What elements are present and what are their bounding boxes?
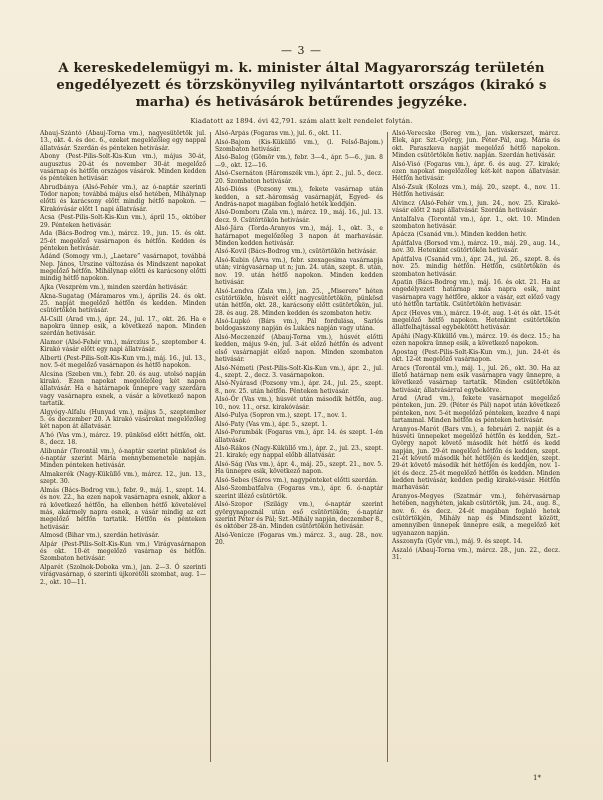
entry-text: (Fogaras vm.), ápr. 14. és szept. 1-én állatvásár. [215,429,383,444]
place-name: Alsó-Sebes [215,476,250,484]
place-name: Alsó-Szombatfalva [215,485,274,493]
place-name: Alsó-Lendva [215,287,254,295]
place-name: Almakerék [40,470,74,478]
place-name: Apácza [392,231,415,239]
place-name: Alsó-Balog [215,154,249,162]
place-name: Alsó-Visó [392,160,421,168]
place-name: Akna-Sugatag [40,292,85,300]
place-name: Apátfalva [392,239,422,247]
place-name: Apcz [392,309,408,317]
list-item [215,139,383,154]
place-name: Alamor [40,338,63,346]
entry-text: (Pozsony vm.), fekete vasárnap után kedden, a szt.-háromság vasárnapját, Egyed- és András-napot magában foglaló heték keddjén. [215,186,383,208]
list-item [392,349,560,364]
place-name: Arad [392,395,408,403]
place-name: Alsó-Nyárasd [215,380,258,388]
place-name: Aracs [392,364,410,372]
place-name: Ada [40,230,53,238]
list-item [40,253,206,282]
entry-text: (Arad vm.), ápr. 24., jul. 17., okt. 26. Ha e napokra ünnep esik, a következő napon. Minden szerdán hetivásár. [40,315,206,338]
place-name: Alsó-Porumbák [215,429,263,437]
place-name: Alparét [40,563,64,571]
list-item [215,501,383,530]
entry-text: (Vas vm.), ápr. 5., szept. 1. [244,420,328,428]
signature-mark: 1* [533,774,541,782]
entry-text: (Fogaras vm.), jul. 6., okt. 11. [248,130,342,137]
list-item [215,186,383,208]
list-item [40,153,206,182]
list-item [215,225,383,247]
entry-text: (Hunyad vm.), május 5., szeptember 5. és deczember 20. A kirakó vásárokat megelőzőleg két napon át állatvásár. [40,408,206,431]
place-name: Alsó-Bajom [215,138,251,146]
place-name: Abrudbánya [40,183,79,191]
entry-text: (Alsó-Fehér vm.), jun. 24., nov. 25. Kirakó-vásár előtt 2 napi állatvásár. Szerdán hetivásár. [392,199,560,214]
place-name: Abony [40,153,60,161]
place-name: Alsó-Kubin [215,257,250,264]
entry-text: (Vas vm.), ápr. 4., máj. 25., szept. 21., nov. 5. Ha ünnepre esik, következő napon. [215,461,383,476]
list-item [40,230,206,252]
place-name: Alsó-Lupkó [215,318,251,326]
place-name: Alsó-Jára [215,225,244,233]
entry-text: (Pest-Pilis-Solt-Kis-Kun vm.), ápr. 2., jul. 4., szept. 2., decz. 3. vasárnapokon. [215,364,383,379]
list-item [392,333,560,348]
entry-text: (Zala vm.), márcz. 19., máj. 16., jul. 13. decz. 9. Csütörtökön hetivásár. [215,209,383,224]
list-item [215,429,383,444]
list-item [40,448,206,470]
list-item [392,279,560,308]
page-number: — 3 — [281,44,322,57]
place-name: Alsó-Árpás [215,130,249,137]
place-name: Alsó-Dióss [215,186,248,194]
entry-text: (Pest-Pilis-Solt-Kis-Kun vm.), jun. 24-ét és okt. 12-ét megelőző vasárnapon. [392,348,560,364]
list-item [40,371,206,408]
list-item [215,248,383,255]
list-item [215,532,383,547]
place-name: Abauj-Szántó [40,130,82,137]
place-name: Aranyos-Megyes [392,492,445,500]
place-name: Apáhi [392,332,411,340]
list-item [392,231,560,238]
place-name: Almosd [40,532,64,540]
place-name: Alsó-Meczenzéf [215,334,265,341]
list-item [215,412,383,419]
place-name: Alsó-Zsuk [392,183,423,191]
entry-text: (Heves vm.), márcz. 19-ét, aug. 1-ét és okt. 15-ét megelőző hétfő napokon. Hetenkint csütörtökön állatfelhajtással egybekötött hetivásár. [392,309,560,332]
list-item [215,365,383,380]
place-name: Alcsina [40,370,63,378]
list-item [392,240,560,255]
entry-text: (Pest-Pilis-Solt-Kis-Kun vm.) Virágvasárnapon és okt. 10-ét megelőző vasárnap és hétfőn. Szombaton hetivásár. [40,540,206,563]
list-item [40,487,206,531]
entry-text: (Pozsony vm.), ápr. 24., jul. 25., szept. 8., nov. 25. után hétfőn. Pénteken hetivásár. [215,380,383,395]
place-name: Antalfalva [392,215,425,223]
place-name: Alsó-Venicze [215,531,255,539]
entry-text: (Fogaras vm.), ápr. 6. ó-naptár szerint illéző csütörtök. [215,485,383,500]
place-name: Alsó-Kovil [215,248,247,256]
entry-text: (Nagy-Küküllő vm.), márcz. 12., jun. 13., szept. 30. [40,470,206,486]
place-name: Aranyos-Marót [392,425,440,433]
list-item [40,316,206,338]
entry-text: (Bihar vm.), szerdán hetivásár. [63,532,160,540]
list-item [40,471,206,486]
list-item [40,284,206,291]
place-name: A'hó [40,431,54,439]
place-name: Alsó-Domboru [215,209,260,217]
entry-text: (Torda-Aranyos vm.), máj. 1., okt. 3., e határnapot megelőzőleg 3 napon át marhavásár. Minden kedden hetivásár. [215,225,383,247]
entry-text: (Bars vm.), a februári 2. napját és a húsvéti ünnepeket megelőző hétfőn és kedden, Szt.-György napot követő második hét hétfő és kedd napján, jun. 29-ét megelőző hétfőn és kedden, szept. 21-ét követő második hét hétfőjén és keddjén, szept. 29-ét követő második hét hétfőjén és keddjén, nov. 1-jét és decz. 25-ét megelőző hétfőn és kedden. Minden kedden hetivásár, kedden pedig kirakó-vásár. Hétfőn marhavásár. [392,425,560,492]
entry-text: (Fogaras vm.) márcz. 3., aug. 28., nov. 20. [215,531,383,547]
list-item [392,365,560,394]
entry-text: (Abauj-Torna vm.), húsvét előtti kedden, május 9-én, jul. 3-át előző hétfőn és advent első vasárnapját előző napon. Minden szombaton hetivásár. [215,334,383,364]
list-item [392,200,560,215]
entry-text: (Zala vm.), jan. 25., „Miserere” héten csütörtökön, húsvét előtt nagycsütörtökön, pünkösd után hétfőn, okt. 28., karácsony előtt csütörtökön, jul. 28. és aug. 28. Minden kedden és szombaton hetiv. [215,287,383,317]
entry-text: (Bács-Bodrog vm.), csütörtökön hetivásár. [246,248,378,256]
list-item [392,161,560,183]
entry-text: (Fogaras vm.), ápr. 6. és aug. 27. kirakó; ezen napokat megelőzőleg két-két napon állatvásár. Hétfőn hetivásár. [392,160,560,183]
list-item [40,355,206,370]
entry-text: (Győr vm.), máj. 9. és szept. 14. [423,538,523,546]
list-item [40,409,206,431]
entry-text: (Gömör vm.), febr. 3—4., ápr. 5—6., jun. 8—9., okt. 12—16. [215,154,383,169]
list-item [40,214,206,229]
entry-text: (Pest-Pilis-Solt-Kis-Kun vm.), ápril 15., október 29. Pénteken hetivásár. [40,214,206,229]
list-item [392,538,560,545]
column-2 [215,130,383,770]
column-3 [392,130,560,770]
entry-text: (Bács-Bodrog vm.), máj. 16. és okt. 21. Ha az engedélyezett határnap más napra esik, mint vasárnapra vagy hétfőre, akkor a vásár, ezt előző vagy utó hétfőn tartatik. Csütörtökön hetivásár. [392,279,560,309]
list-item [392,395,560,424]
entry-text: (Nagy-Küküllő vm.), ápr. 2., jul. 23., szept. 21. kirakó; egy nappal előbb állatvásár. [215,445,383,460]
list-item [40,541,206,563]
list-item [215,170,383,185]
place-name: Alpár [40,540,58,548]
place-name: Algyógy-Alfalu [40,408,86,416]
entry-text: (Kolozs vm.), máj. 20., szept. 4., nov. 11. Hétfőn hetivásár. [392,183,560,199]
list-item [215,257,383,286]
entry-text: (Somogy vm.), „Laetare” vasárnapot, továbbá Nep. János, Urszine változása és Mindszent napokat megelőző hétfőn. Mihálynap előtti és karácsony előtti mindig hétfő napokon. [40,253,206,283]
place-name: Apostag [392,348,418,356]
entry-text: (Alsó-Fehér vm.), márczius 5., szeptember 4. Kirakó vásár előtt egy napi állatvásár. [40,338,206,354]
list-item [40,532,206,539]
place-name: Al-Csill [40,315,63,323]
entry-text: (Bács-Bodrog vm.), febr. 9., máj. 1., szept. 14. és nov. 22., ha ezen napok vasárnapra esnek, akkor a rá következő hétfőn, ha ellenben hétfő követelével más, akármely napra esnek, a vásár mindig az ezt megelőző hétfőn tartatik. Hétfőn és pénteken hetivásár. [40,486,206,531]
column-divider [387,132,388,762]
list-item [215,154,383,169]
list-item [215,445,383,460]
list-item [40,293,206,315]
entry-text: (Vas vm.), márcz. 19. pünkösd előtt hétfőn, okt. 8., decz. 18. [40,431,206,447]
entry-text: (Veszprém vm.), minden szerdán hetivásár. [53,284,188,291]
place-name: Alvincz [392,199,415,207]
entry-text: (Máramaros vm.), április 24. és okt. 25. napját megelőző hétfőn és kedden. Minden csütörtökön hetivásár. [40,292,206,315]
list-item [40,184,206,213]
list-item [392,426,560,492]
place-name: Aszaló [392,546,413,554]
place-name: Alsó-Németi [215,364,254,372]
list-item [215,209,383,224]
place-name: Alsó-Paty [215,420,245,428]
entry-text: (Csanád vm.). Minden kedden hetiv. [414,231,527,239]
list-item [392,130,560,159]
entry-text: (Árva vm.), febr. szexagesima vasárnapja után; virágvasárnap ut n; jun. 24. után, szept. 8. után, nov. 19. után hétfő napokon. Minden kedden hetivásár. [215,257,383,287]
place-name: Alsó-Szopor [215,501,253,509]
entry-text: (Kis-Küküllő vm.), (l. Felső-Bajom.) Szombaton hetivásár. [215,138,383,153]
entry-text: (Szeben vm.), febr. 20. és aug. utolsó napján kirakó. Ezen napokat megelőzőleg két napon állatvásár. Ha e határnapok ünnepre vagy szerdára vagy vasárnapra esnek, a vásár a következő napon tartatik. [40,370,206,408]
place-name: Almás [40,486,60,494]
place-name: Alibunár [40,447,68,455]
list-item [215,461,383,476]
list-item [215,396,383,411]
entry-text: (Arad vm.), fekete vasárnapot megelőző pénteken, jun. 29. (Péter és Pál) napot után következő pénteken, nov. 5-ét megelőző pénteken, kezdve 4 napi tartammal. Minden hétfőn és pénteken hetivásár. [392,395,560,425]
list-item [215,421,383,428]
entry-text: (Bács-Bodrog vm.), márcz. 19., jun. 15. és okt. 25-ét megelőző vasárnapon és hétfőn. Kedden és pénteken hetivásár. [40,230,206,252]
list-item [215,318,383,333]
place-name: Alsó-Csernáton [215,170,264,178]
list-item [215,130,383,137]
page-title: A kereskedelemügyi m. k. minister által Magyarország területén engedélyezett és törzskönyvileg nyilvántartott országos (kirakó s marha) és hetivásárok betűrendes jegyzéke. [56,61,547,110]
entry-text: (Vas vm.), húsvét után második hétfőn, aug. 10., nov. 11., orsz. kirakóvásár. [215,396,383,411]
place-name: Alsó-Verecske [392,130,436,137]
list-item [215,288,383,317]
list-item [392,184,560,199]
place-name: Alsó-Rákos [215,445,250,453]
entry-text: (Pest-Pilis-Solt-Kis-Kun vm.), máj. 16., jul. 13., nov. 5-ét megelőző vasárnapon és hétfő napokon. [40,354,206,370]
decree-line: Kiadatott az 1894. évi 42,791. szám alatt kelt rendelet folytán. [190,117,413,125]
list-item [40,130,206,152]
column-1 [40,130,206,770]
list-item [392,493,560,537]
list-item [392,256,560,278]
list-item [40,339,206,354]
entry-text: (Sopron vm.), szept. 17., nov. 1. [248,412,347,420]
entry-text: (Szatmár vm.), fehérvasárnap hetében, nagyhéten, jakab csütörtök, jun. 24., aug. 8., nov. 6. és decz. 24-ét magában foglaló hetek csütörtökjén, Mihály nap és Mindszent között, amennyiben ünnepek ünnepre esik, a megelőző két ugyanazon napján. [392,492,560,537]
entry-text: (Bárs vm.), Pál fordulása, Sarlós boldogasszony napján és Lukács napján vagy utána. [215,318,383,333]
list-item [215,485,383,500]
entry-text: (Pest-Pilis-Solt-Kis-Kun vm.), május 30-át, augusztus 20-át és november 30-át megelőző vasárnap és hétfőn országos vásárok. Minden kedden és pénteken hetivásár. [40,153,206,183]
list-item [40,432,206,447]
list-item [392,310,560,332]
list-item [40,564,206,586]
entry-text: (Torontál vm.), ápr. 1., okt. 10. Minden szombaton hetivásár. [392,215,560,230]
list-item [392,216,560,231]
entry-text: (Torontál vm.), máj. 1., jul. 26., okt. 30. Ha az illető határnap nem esik vasárnapra vagy ünnepre, a következő vasárnap tartatik. Minden csütörtökön hetivásár, állatvásárral egybekötve. [392,364,560,394]
column-divider [210,132,211,762]
entry-text: (Nagy-Küküllő vm.), márcz. 19. és decz. 15.; ha ezen napokra ünnep esik, a következő napokon. [392,332,560,348]
place-name: Apatin [392,279,413,287]
entry-text: (Csanád vm.), ápr. 24., jul. 26., szept. 8. és nov. 25. mindig hétfőn. Hétfőn, csütörtökön és szombaton hetivásár. [392,255,560,278]
entry-text: (Torontál vm.), ó-naptár szerint pünkösd és ó-naptár szerint Mária mennybemenetele napján. Minden pénteken hetivásár. [40,447,206,470]
list-item [215,380,383,395]
entry-text: (Bereg vm.), jan. viskerszet, márcz. Elek, ápr. Szt.-György, jun. Péter-Pál, aug. Mária és okt. Paraszkeva napját megelőző hétfő napokon. Minden csütörtökön hetiv. napján. Szerdán hetivásár. [392,130,560,160]
entry-text: (Sáros vm.), nagypénteket előtti szerdán. [249,476,378,484]
place-name: Alsó-Őr [215,396,239,404]
entry-text: (Abauj-Torna vm.), márcz. 28., jun. 22., decz. 31. [392,546,560,562]
entry-text: (Szolnok-Doboka vm.), jan. 2—3. Ó szerinti virágvasárnap, ó szerinti újkorétőli szombat, aug. 1—2., okt. 10—11. [40,563,206,586]
entry-text: (Háromszék vm.), ápr. 2., jul. 5., decz. 20. Szombaton hetivásár. [215,170,383,185]
place-name: Asszonyfa [392,538,424,546]
place-name: Adánd [40,253,61,261]
place-name: Apátfalva [392,255,422,263]
place-name: Ajka [40,284,54,291]
place-name: Acsa [40,214,55,222]
entry-text: (Alsó-Fehér vm.), az ó-naptár szerinti Tódor napon; továbbá május első hetében, Mihálynap előtti és karácsony előtt mindig hétfő napokon. — Kirakóvásár előtt 1 napi állatvásár. [40,183,206,213]
place-name: Alsó-Ság [215,461,243,468]
list-item [392,547,560,562]
entry-text: (Szilágy vm.), ó-naptár szerint györgynapoznál után eső csütörtökön; ó-naptár szerint Péter és Pál; Szt.-Mihály napján, deczember 8., és október 28-án. Minden csütörtökön hetivásár. [215,501,383,531]
entry-text: (Abauj-Torna vm.), nagyesütörtök jul. 13., okt. 4. és dec. 6., ezeket megelőzőleg egy nappal állatvásár. Szerdán és pénteken hetivásár. [40,130,206,152]
place-name: Alberti [40,354,62,362]
list-item [215,334,383,363]
place-name: Alsó-Pulya [215,412,249,420]
list-item [215,477,383,484]
entry-text: (Borsod vm.), márcz. 19., máj. 29., aug. 14., nov. 30. Hetenkint csütörtökön hetivásár. [392,239,560,255]
